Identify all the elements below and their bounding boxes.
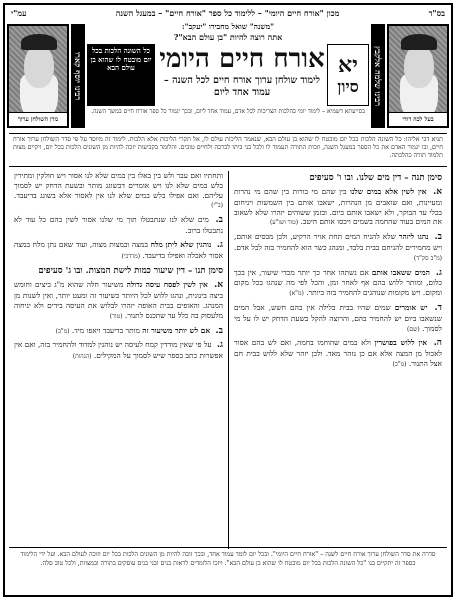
column-left — [9, 171, 228, 549]
paragraph-lead: נהגו ליזהר — [398, 232, 429, 242]
paragraph-text: משיעור חלה שהוא מ"ג ביצים וחומש ביצה בינונית, ונהגו ללוש לכל היותר כשיעור זה ומעט יותר, ואין לשנות מן המנהג. והאופים בבית האופה יזהרו לבלוש את העיסה בידים ולא יניחוה מלעסוק בה כלל עד שתכנס לתנור. — [14, 280, 223, 320]
footer-text: סדרה את סדר השולחן ערוך אורח חיים לשנה – "אורח חיים היומי". ובכל יום לומד עמוד אחד, ובכך זוכה להיות מן השונים הלכות בכל יום וזוכה לעולם הבא. ועל ידי הלימוד בספר זה יתקיים בנו "כל השונה הלכות בכל יום מובטח לו שהוא בן עולם הבא". ויזכו הלומדים לראות בנים ובני בנים עוסקים בתורה ובמצוות, ולכל טוב סלה. — [9, 547, 447, 591]
top-banner-right: בס"ד — [428, 8, 445, 18]
paragraph-source: (הגהות) — [72, 353, 92, 361]
paragraph-text: מים שלא לנו שנתבטלו תוך מי שלנו אסור לשין בהם כל עוד לא נתבטלו ברוב. — [14, 215, 223, 235]
paragraph-source: (מ"א) — [289, 290, 304, 298]
paragraph-number: ג. — [435, 267, 442, 278]
header-note: בסייעתא דשמיא – לימוד יומי בהלכות הצריכות לכל אדם, עמוד אחד ליום, ובכך יגמור כל ספר אורח חיים במשך השנה. — [91, 108, 365, 115]
halacha-paragraph — [234, 268, 442, 299]
paragraph-text: ותחתיו ואם עבר ולש בין באלו בין במים שלא לנו אסור ויש חולקין ומתירין בלש במים שלא לנו ויש אומרים דבשוגג מותר ובשעת הדחק יש לסמוך עליהם. ואם אפילו בלש במים שלא לנו אין לאסור אלא בשוגג בדיעבד. — [14, 171, 223, 200]
column-right — [228, 171, 447, 549]
halacha-paragraph — [234, 232, 442, 263]
page — [3, 3, 453, 597]
title-row — [87, 44, 369, 106]
date-box — [327, 44, 369, 106]
halacha-paragraph — [14, 340, 223, 362]
paragraph-text: שמים שהיו בבית בלילה אין בהם חשש, אבל המים שנשאבו ביום יש להחמיר בהם, והרוצה להקל בשעת הדחק יש לו על מי לסמוך. — [234, 302, 442, 333]
paragraph-source: (מרדכי) — [121, 252, 141, 260]
header-sub-motto: אתה רוצה להיות "בן עולם הבא"? — [173, 32, 283, 42]
paragraph-number: ב. — [215, 215, 223, 226]
paragraph-lead: אין ללוש בפושרין — [374, 338, 428, 348]
paragraph-lead: אין לשין אלא במים שלנו — [350, 187, 427, 196]
paragraph-source: (שם) — [407, 325, 420, 333]
intro-paragraph: תניא דבי אליהו: כל השונה הלכות בכל יום מובטח לו שהוא בן עולם הבא, שנאמר הליכות עולם לו, אל תקרי הליכות אלא הלכות. לימוד זה מיוסד על פי סדר השולחן ערוך אורח חיים, ובו יגמור האדם את כל הספר במעגל השנה, וזכות התורה תעמוד לו ולכל בני ביתו לברכה ולחיים טובים. והלומד בקביעות יזכה להיות מן השונים הלכות בכל יום, ויקיים מצות תלמוד תורה כהלכתה. — [9, 133, 447, 167]
halacha-paragraph — [234, 338, 442, 369]
header-motto: "משנה" שואל מחבירו "יעקב": — [181, 22, 275, 31]
paragraph-source: (מ"ב) — [392, 360, 407, 368]
paragraph-lead: אם לש יותר משיעור זה — [142, 325, 211, 335]
rabbi-portrait-right — [387, 24, 449, 128]
paragraph-text: על פי שאין מודדין קמח לעיסה יש נוהגין למדוד ולהחמיר בזה, ואם אין אפשרות כתב בספר שיש לסמוך על המקילים. — [14, 340, 223, 361]
paragraph-source: (מ"ב) — [55, 327, 70, 335]
paragraph-number: ג. — [216, 340, 223, 351]
left-vertical-title: רבינו יוסף קארו — [71, 24, 85, 128]
paragraph-number: ד. — [434, 302, 442, 313]
paragraph-text: במצה ובמצות מצוה, ועוד שאם נתן מלח במצה אסור לאכלה ואפילו בדיעבד. — [14, 239, 223, 260]
portrait-left-caption: מרן השולחן ערוך — [9, 112, 67, 126]
header — [5, 20, 451, 132]
paragraph-source: (מ"ב סק"ד) — [413, 254, 442, 262]
paragraph-lead: אין לשין לפסח עיסה גדולה — [126, 280, 208, 290]
paragraph-text: בין שהם מי בורות בין שהם מי נהרות ומעיינות, ואם שואבים מן הנהרות, ישאבו אותם בין השמשות ויניחום בכלי עד הבוקר, ולא ישאבו אותם ביום. ובזמן ששוהים יזהרו שלא לשאוב את המים בעוד שהחמה בשמים ויכסו אותם היטב. — [234, 187, 442, 227]
paragraph-lead: יש אומרים — [394, 302, 428, 312]
title-block — [87, 20, 369, 132]
paragraph-number: א. — [214, 280, 223, 291]
top-banner-center: מכון "אורח חיים היומי" – ללימוד כל ספר "אורח חיים" – במעגל השנה — [115, 8, 340, 18]
paragraph-source: (טור ושו"ע) — [269, 219, 299, 227]
siman-heading: סימן תנו – דין שיעור כמות לישת המצות. ובו ג' סעיפים — [38, 266, 223, 277]
paragraph-text: מותר בדיעבד ויאפו מיד. — [71, 325, 140, 335]
siman-heading: סימן תנה – דין מים שלנו. ובו ו' סעיפים — [309, 173, 442, 183]
text-columns — [9, 171, 447, 549]
paragraph-number: ב. — [434, 232, 442, 243]
paragraph-lead: נוהגין שלא ליתן מלח — [150, 239, 212, 249]
paragraph-source: (ב"י) — [211, 202, 223, 210]
paragraph-text: שלא להניח המים תחת אויר הרקיע, ולכן מכסים אותם, ויש מחמירים להניחם בבית בלבד, ומנהג כשר הוא להחמיר בזה לכל אדם. — [234, 232, 442, 252]
halacha-paragraph — [14, 215, 223, 236]
paragraph-number: ג. — [216, 239, 223, 250]
top-banner-left: עמ"י — [11, 8, 27, 18]
halacha-paragraph — [14, 326, 223, 337]
date-month: סיון — [337, 77, 359, 96]
top-banner — [5, 7, 451, 19]
paragraph-text: אם נשתהו אחר כך יותר מכדי שיעור, אין בכך כלום, ומותר ללוש בהם אף לאחר זמן, והכל לפי מה שנהגו בכל מקום ומקום. ויש מקומות שנוהגים להחמיר בזה ביותר. — [234, 267, 442, 298]
paragraph-number: ב. — [215, 325, 223, 336]
halacha-paragraph — [234, 303, 442, 334]
date-day: יא — [338, 52, 358, 78]
paragraph-lead: המים ששאבו אותם — [371, 267, 430, 277]
tagline: לימוד שולחן ערוך אורח חיים לכל השנה – עמוד אחד ליום — [164, 75, 320, 98]
learning-promise-box: כל השונה הלכות בכל יום מובטח לו שהוא בן עולם הבא — [87, 44, 155, 106]
halacha-paragraph — [14, 280, 223, 321]
paragraph-source: (טור) — [109, 312, 123, 320]
right-vertical-title: רבינו שלמה אלקבץ — [371, 24, 385, 128]
paragraph-number: ה. — [433, 338, 442, 349]
paragraph-number: א. — [433, 187, 442, 197]
halacha-paragraph — [14, 240, 223, 262]
rabbi-portrait-left — [7, 24, 69, 128]
paragraph-text: ולא במים שהוחמו בחמה, ואם לש בהם אסור לאכול מן המצה אלא אם כן נזהר מאד. ולכן יזהר שלא ללוש בבית חם אצל התנור. — [234, 338, 442, 368]
portrait-right-caption: בעל לכה דודי — [389, 112, 447, 126]
halacha-paragraph — [234, 187, 442, 228]
main-title: אורח חיים היומי — [159, 44, 325, 74]
halacha-paragraph — [14, 171, 223, 211]
